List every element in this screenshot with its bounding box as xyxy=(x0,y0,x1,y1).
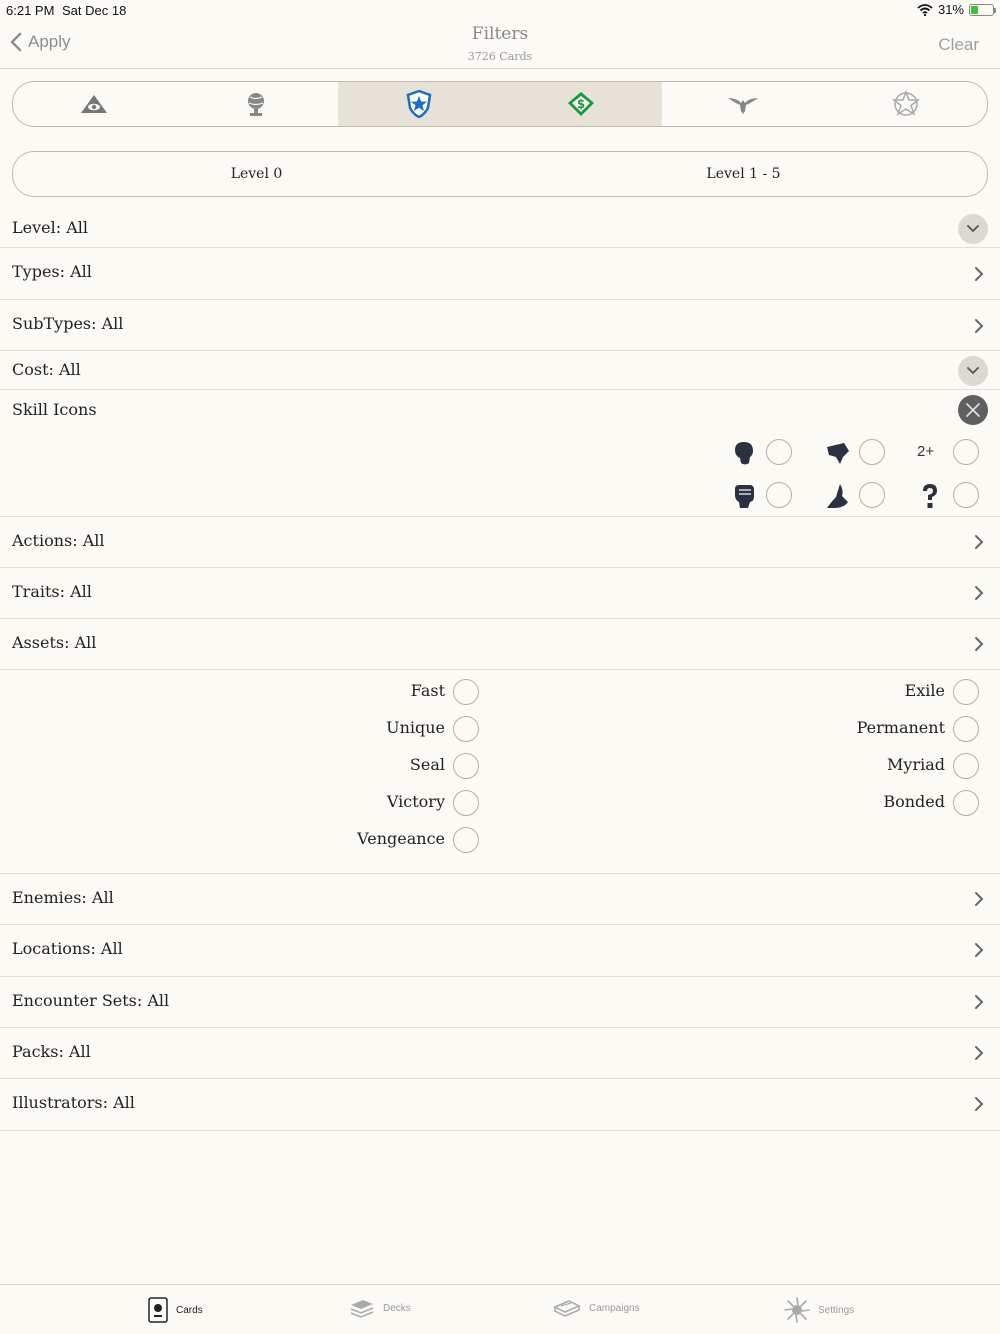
cost-row[interactable] xyxy=(0,351,1000,390)
tab-settings[interactable] xyxy=(784,1297,854,1323)
double-icon-label: 2+ xyxy=(917,443,935,460)
chevron-right-icon xyxy=(974,994,984,1010)
double-radio[interactable] xyxy=(953,439,979,465)
chevron-right-icon xyxy=(974,266,984,282)
chevron-right-icon xyxy=(974,636,984,652)
actions-row[interactable] xyxy=(0,517,1000,568)
wifi-icon xyxy=(917,4,933,16)
tab-cards-label: Cards xyxy=(176,1304,203,1316)
diamond-dollar-icon xyxy=(567,91,595,117)
option-label-bonded: Bonded xyxy=(883,792,945,811)
packs-row[interactable] xyxy=(0,1028,1000,1079)
subtypes-row[interactable] xyxy=(0,300,1000,351)
pentagram-icon xyxy=(892,90,920,118)
types-row-label: Types: All xyxy=(12,262,92,281)
card-count: 3726 Cards xyxy=(467,50,533,63)
option-label-vengeance: Vengeance xyxy=(357,829,445,848)
battery-icon xyxy=(969,4,994,16)
option-label-unique: Unique xyxy=(386,718,445,737)
option-radio-exile[interactable] xyxy=(953,679,979,705)
locations-row[interactable] xyxy=(0,925,1000,977)
faction-survivor[interactable] xyxy=(662,82,824,126)
types-row[interactable] xyxy=(0,248,1000,300)
status-bar xyxy=(0,0,1000,20)
faction-guardian-eye[interactable] xyxy=(13,82,175,126)
intellect-icon xyxy=(826,441,850,465)
eagle-icon xyxy=(727,92,759,116)
chevron-right-icon xyxy=(974,585,984,601)
status-right xyxy=(917,2,994,17)
option-radio-victory[interactable] xyxy=(453,790,479,816)
encounter-sets-row-label: Encounter Sets: All xyxy=(12,991,170,1010)
chevron-down-icon xyxy=(967,225,979,233)
level-0-segment[interactable]: Level 0 xyxy=(230,166,283,182)
card-options-section xyxy=(0,670,1000,874)
faction-mystic[interactable] xyxy=(825,82,987,126)
level-row[interactable] xyxy=(0,208,1000,248)
status-date: Sat Dec 18 xyxy=(62,3,127,18)
wild-icon xyxy=(920,483,940,509)
tab-decks-label: Decks xyxy=(383,1302,411,1314)
packs-row-label: Packs: All xyxy=(12,1042,91,1061)
actions-row-label: Actions: All xyxy=(12,531,105,550)
level-row-label: Level: All xyxy=(12,218,88,237)
option-label-exile: Exile xyxy=(904,681,945,700)
illustrators-row-label: Illustrators: All xyxy=(12,1093,135,1112)
clear-button[interactable]: Clear xyxy=(938,35,979,54)
tab-campaigns-label: Campaigns xyxy=(589,1302,640,1314)
globe-icon xyxy=(245,91,267,117)
cards-icon xyxy=(148,1297,168,1323)
option-radio-seal[interactable] xyxy=(453,753,479,779)
combat-radio[interactable] xyxy=(766,482,792,508)
tab-cards[interactable] xyxy=(148,1297,203,1323)
option-label-seal: Seal xyxy=(409,755,445,774)
wild-radio[interactable] xyxy=(953,482,979,508)
tab-decks[interactable] xyxy=(349,1297,411,1319)
page-title: Filters xyxy=(471,24,529,44)
tab-campaigns[interactable] xyxy=(553,1297,640,1319)
faction-rogue[interactable] xyxy=(500,82,662,126)
svg-text:$: $ xyxy=(576,97,586,111)
settings-icon xyxy=(784,1297,810,1323)
level-expand-button[interactable] xyxy=(958,214,988,244)
level-1-5-segment[interactable]: Level 1 - 5 xyxy=(706,166,781,182)
close-icon xyxy=(965,402,981,418)
option-radio-myriad[interactable] xyxy=(953,753,979,779)
agility-radio[interactable] xyxy=(859,482,885,508)
nav-bar xyxy=(0,20,1000,69)
campaigns-icon xyxy=(553,1297,581,1319)
encounter-sets-row[interactable] xyxy=(0,977,1000,1028)
eye-triangle-icon xyxy=(79,93,109,115)
option-radio-fast[interactable] xyxy=(453,679,479,705)
assets-row[interactable] xyxy=(0,619,1000,670)
apply-label: Apply xyxy=(28,32,71,51)
faction-selector xyxy=(12,81,988,127)
chevron-right-icon xyxy=(974,1096,984,1112)
chevron-right-icon xyxy=(974,891,984,907)
subtypes-row-label: SubTypes: All xyxy=(12,314,124,333)
faction-guardian[interactable] xyxy=(338,82,500,126)
option-radio-permanent[interactable] xyxy=(953,716,979,742)
option-label-myriad: Myriad xyxy=(887,755,945,774)
chevron-right-icon xyxy=(974,534,984,550)
locations-row-label: Locations: All xyxy=(12,939,123,958)
star-shield-icon xyxy=(406,90,432,118)
chevron-right-icon xyxy=(974,1045,984,1061)
chevron-down-icon xyxy=(967,367,979,375)
option-label-fast: Fast xyxy=(410,681,445,700)
willpower-icon xyxy=(733,441,755,467)
option-label-permanent: Permanent xyxy=(856,718,945,737)
intellect-radio[interactable] xyxy=(859,439,885,465)
tab-bar xyxy=(0,1284,1000,1334)
faction-seeker[interactable] xyxy=(175,82,337,126)
cost-expand-button[interactable] xyxy=(958,356,988,386)
enemies-row[interactable] xyxy=(0,874,1000,925)
status-time: 6:21 PM xyxy=(6,3,55,18)
battery-percent: 31% xyxy=(937,2,964,17)
skill-icons-close-button[interactable] xyxy=(958,395,988,425)
combat-icon xyxy=(732,483,756,509)
enemies-row-label: Enemies: All xyxy=(12,888,114,907)
agility-icon xyxy=(826,483,850,509)
option-radio-unique[interactable] xyxy=(453,716,479,742)
assets-row-label: Assets: All xyxy=(12,633,97,652)
skill-icons-label: Skill Icons xyxy=(12,400,97,419)
chevron-right-icon xyxy=(974,942,984,958)
willpower-radio[interactable] xyxy=(766,439,792,465)
tab-settings-label: Settings xyxy=(818,1304,855,1316)
skill-icons-section xyxy=(0,390,1000,517)
level-selector xyxy=(12,151,988,197)
option-label-victory: Victory xyxy=(386,792,445,811)
option-radio-bonded[interactable] xyxy=(953,790,979,816)
illustrators-row[interactable] xyxy=(0,1079,1000,1131)
option-radio-vengeance[interactable] xyxy=(453,827,479,853)
chevron-right-icon xyxy=(974,318,984,334)
decks-icon xyxy=(349,1297,375,1319)
traits-row[interactable] xyxy=(0,568,1000,619)
cost-row-label: Cost: All xyxy=(12,360,81,379)
traits-row-label: Traits: All xyxy=(12,582,92,601)
